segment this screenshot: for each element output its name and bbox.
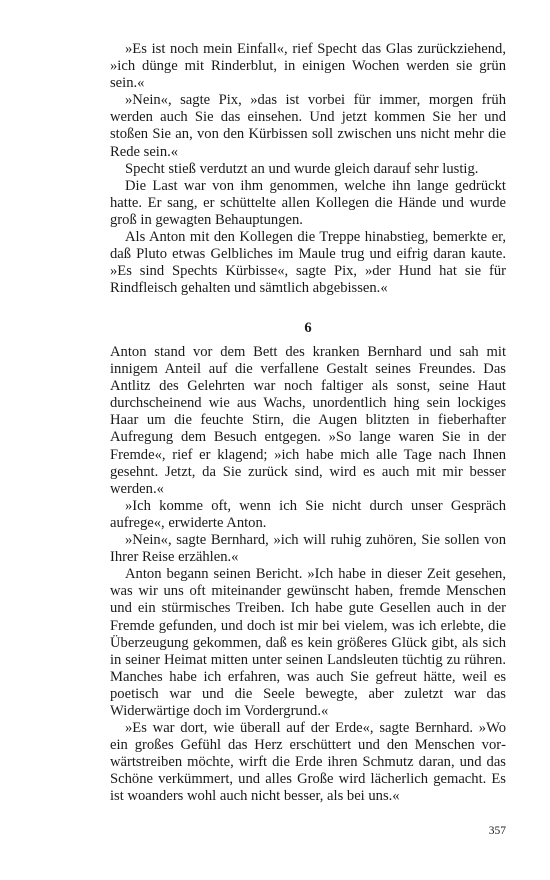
paragraph: »Ich komme oft, wenn ich Sie nicht durch unser Gespräch aufrege«, erwiderte Anton. — [110, 497, 506, 531]
paragraph: Specht stieß verdutzt an und wurde gleich darauf sehr lustig. — [125, 160, 479, 177]
paragraph: »Es ist noch mein Einfall«, rief Specht das Glas zurückziehend, »ich dünge mit Rinderblut, in einigen Wochen werden sie grün sein.« — [110, 41, 506, 92]
page-number: 357 — [488, 825, 506, 837]
paragraph: »Nein«, sagte Bernhard, »ich will ruhig zuhören, Sie sollen von Ihrer Reise erzählen.« — [110, 532, 506, 566]
paragraph: Als Anton mit den Kollegen die Treppe hinabstieg, bemerkte er, daß Pluto etwas Gelbliches im Maule trug und eifrig daran kaute. »Es sind Spechts Kürbisse«, sagte Pix, »der Hund hat sie für Rindfleisch gehalten und sämtlich abgebissen.« — [110, 229, 506, 297]
section-1-text — [110, 41, 506, 297]
section-2-text — [110, 344, 506, 806]
paragraph: Anton stand vor dem Bett des kranken Bernhard und sah mit innigem Anteil auf die verfallene Gestalt seines Freundes. Das Antlitz des Gelehrten war noch faltiger als sonst, seine Haut durchscheinend wie aus Wachs, unordentlich hing sein lockiges Haar um die feuchte Stirn, die Augen blitzten in fieberhafter Aufregung dem Besuch entgegen. »So lange waren Sie in der Fremde«, rief er klagend; »ich habe mich alle Tage nach Ihnen gesehnt. Jetzt, da Sie zurück sind, wird es auch mit mir besser werden.« — [110, 344, 506, 497]
paragraph: »Es war dort, wie überall auf der Erde«, sagte Bernhard. »Wo ein großes Gefühl das Herz erschüttert und den Menschen vorwärtstreiben möchte, wirft die Erde ihren Schmutz daran, und das Schöne verkümmert, und alles Große wird lächerlich gemacht. Es ist woanders wohl auch nicht besser, als bei uns.« — [110, 720, 506, 805]
paragraph: Anton begann seinen Bericht. »Ich habe in dieser Zeit gesehen, was wir uns oft miteinander gewünscht haben, fremde Menschen und ein stürmisches Treiben. Ich habe gute Gesellen auch in der Fremde gefunden, und doch ist mir bei vielem, was ich erlebte, die Überzeugung gekommen, daß es kein größeres Glück gibt, als sich in seiner Heimat mitten unter seinen Landsleuten tüchtig zu rühren. Manches habe ich erfahren, was auch Sie gefreut hätte, weil es poetisch war und die Seele bewegte, aber zuletzt war das Widerwärtige doch im Vordergrund.« — [110, 566, 506, 719]
paragraph: »Nein«, sagte Pix, »das ist vorbei für immer, morgen früh werden auch Sie das einsehen. Und jetzt kommen Sie her und stoßen Sie an, von den Kürbissen soll zwischen uns nicht mehr die Rede sein.« — [110, 92, 506, 160]
paragraph: Die Last war von ihm genommen, welche ihn lange gedrückt hatte. Er sang, er schüttelte allen Kollegen die Hände und wurde groß in gewagten Behauptungen. — [110, 177, 506, 228]
chapter-number: 6 — [304, 320, 312, 336]
